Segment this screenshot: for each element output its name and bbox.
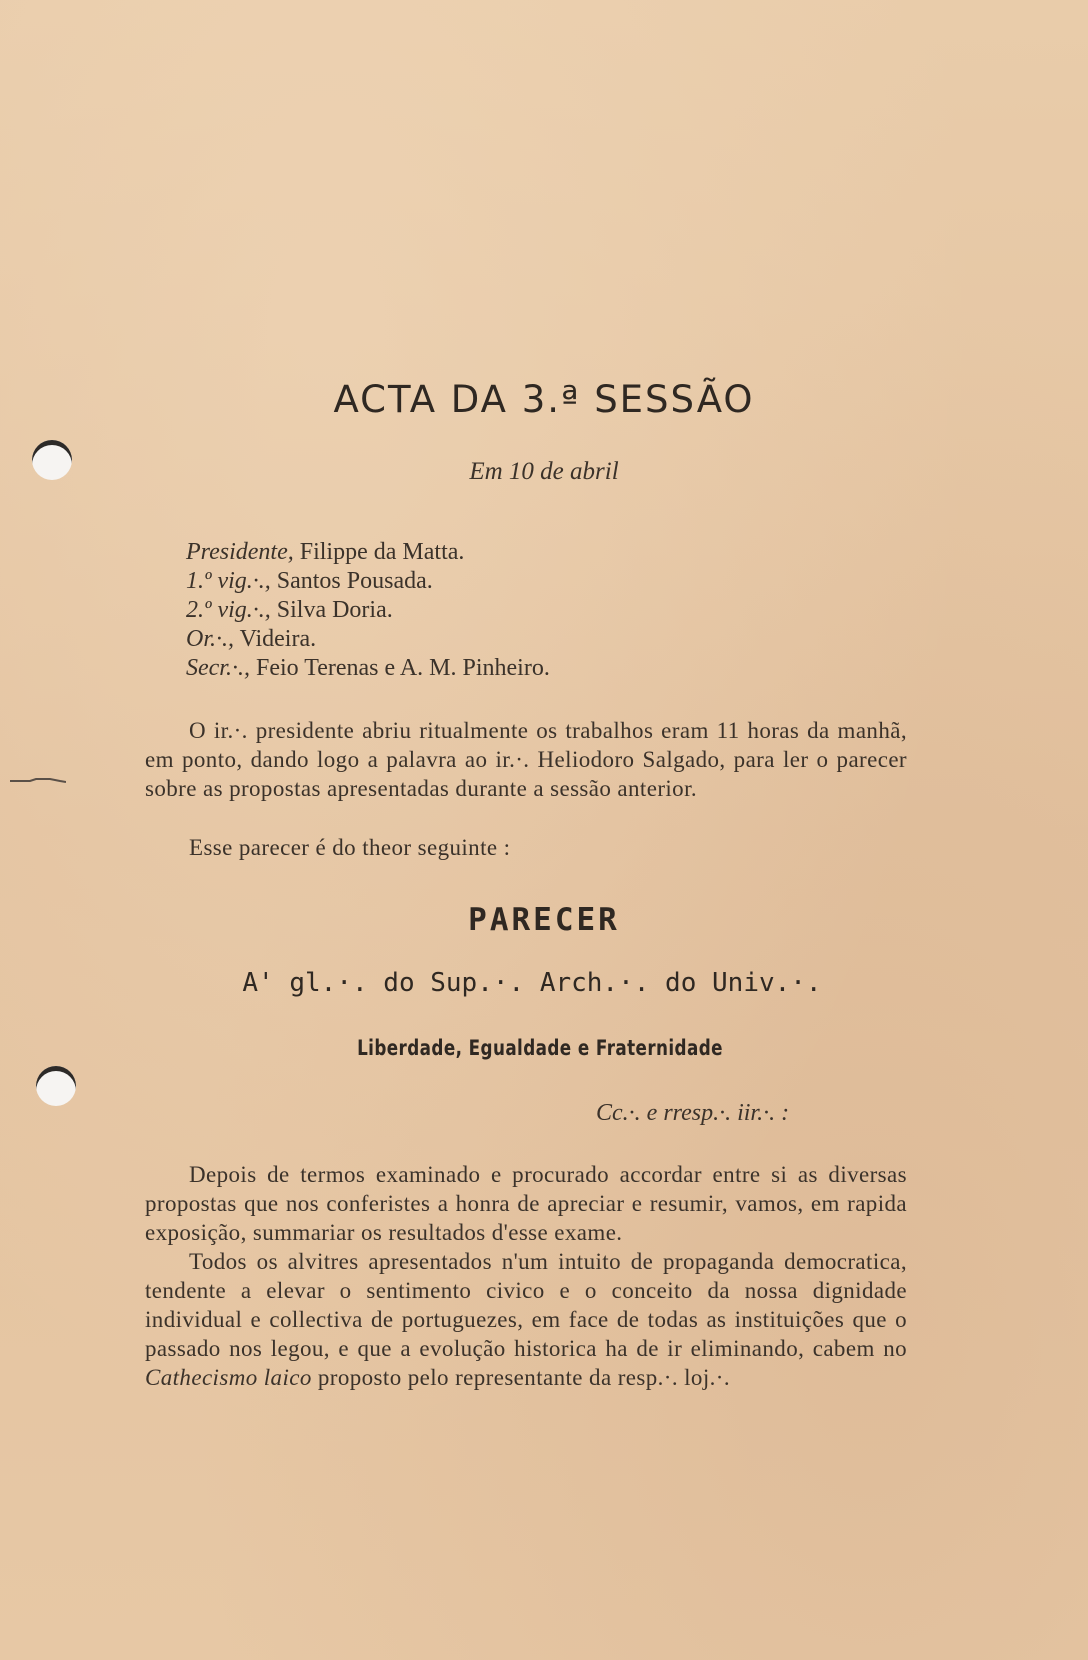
- intro-paragraph: [145, 833, 907, 862]
- exam-paragraph: Depois de termos examinado e procurado accordar entre si as diversas propostas que nos conferistes a honra de apreciar e resumir, vamos, em rapida exposição, summariar os resultados d'esse exame.: [145, 1162, 907, 1245]
- officer-role: 2.º vig.·.,: [186, 597, 271, 623]
- proposals-paragraph: [145, 1247, 907, 1392]
- dedication-line: A' gl.·. do Sup.·. Arch.·. do Univ.·.: [242, 968, 822, 998]
- session-date: Em 10 de abril: [469, 458, 619, 485]
- officer-role: Or.·.,: [186, 626, 235, 652]
- officer-name: Santos Pousada.: [276, 568, 433, 594]
- officer-name: Silva Doria.: [276, 597, 393, 623]
- officers-list: [186, 538, 550, 683]
- officer-role: 1.º vig.·.,: [186, 568, 271, 594]
- opening-paragraph: [145, 716, 907, 803]
- page-title: ACTA DA 3.ª SESSÃO: [333, 378, 755, 421]
- officer-name: Filippe da Matta.: [299, 539, 465, 565]
- proposals-text-start: Todos os alvitres apresentados n'um intuito de propaganda democratica, tendente a elevar o sentimento civico e o conceito da nossa dignidade individual e collectiva de portuguezes, em face de todas as instituições que o passado nos legou, e que a evolução historica ha de ir eliminando, cabem no: [145, 1249, 907, 1361]
- officer-name: Videira.: [239, 626, 317, 652]
- officer-row: [186, 654, 550, 683]
- officer-name: Feio Terenas e A. M. Pinheiro.: [255, 655, 550, 681]
- officer-row: [186, 538, 550, 567]
- cathecismo-title: Cathecismo laico: [145, 1365, 312, 1390]
- proposals-text-end: proposto pelo representante da resp.·. loj.·.: [311, 1365, 730, 1390]
- officer-row: [186, 596, 550, 625]
- punch-hole: [36, 1066, 76, 1106]
- margin-mark: [10, 778, 66, 784]
- parecer-heading: PARECER: [468, 902, 620, 938]
- parecer-body: [145, 1160, 907, 1392]
- motto-line: Liberdade, Egualdade e Fraternidade: [357, 1036, 723, 1060]
- officer-row: [186, 567, 550, 596]
- officer-row: [186, 625, 550, 654]
- officer-role: Secr.·.,: [186, 655, 250, 681]
- intro-text: Esse parecer é do theor seguinte :: [189, 835, 511, 860]
- officer-role: Presidente,: [186, 539, 294, 565]
- opening-text: O ir.·. presidente abriu ritualmente os trabalhos eram 11 horas da manhã, em ponto, dando logo a palavra ao ir.·. Heliodoro Salgado, para ler o parecer sobre as propostas apresentadas durante a sessão anterior.: [145, 718, 907, 801]
- salutation-line: Cc.·. e rresp.·. iir.·. :: [596, 1100, 790, 1126]
